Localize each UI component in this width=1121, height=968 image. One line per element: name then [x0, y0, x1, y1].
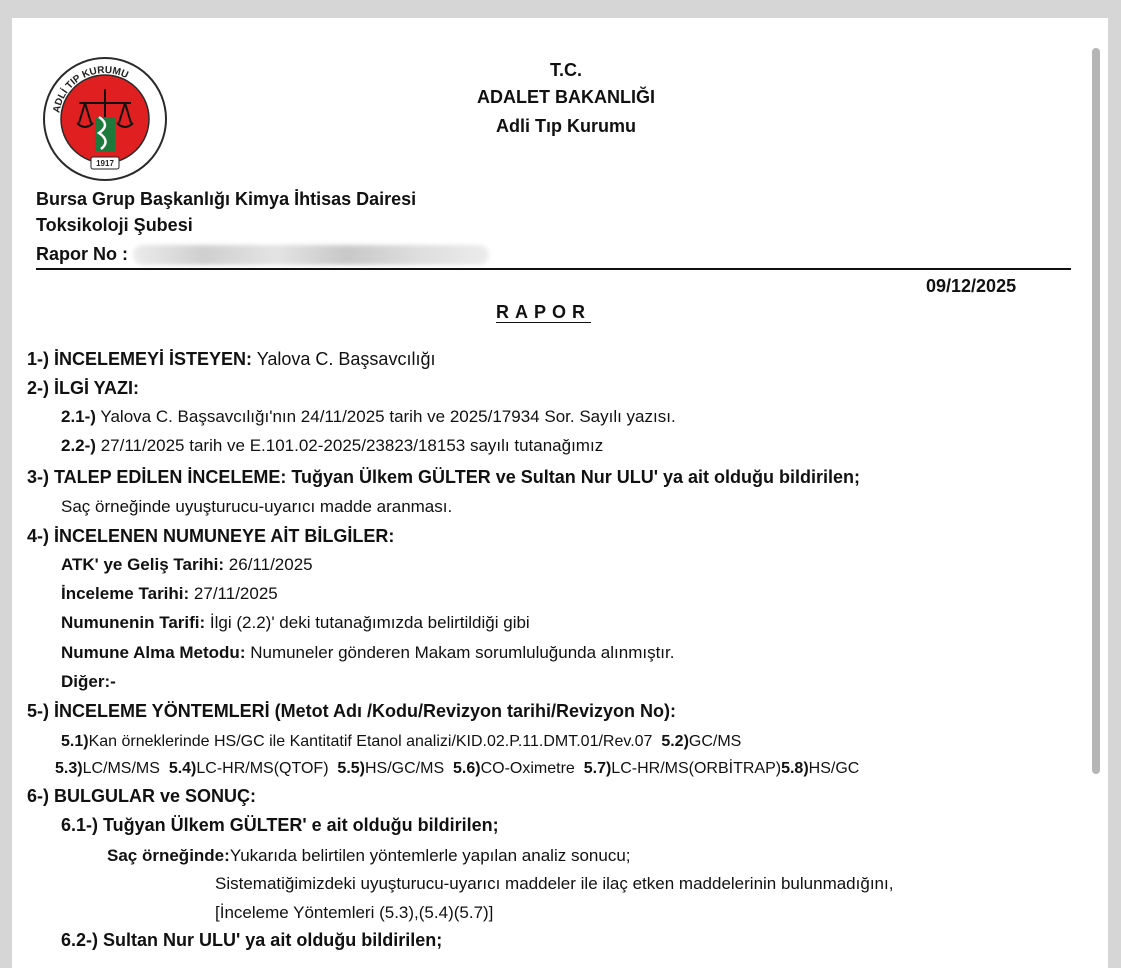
item-2-1-number: 2.1-): [61, 407, 96, 426]
header-divider: [36, 268, 1071, 270]
section-2-label: 2-) İLGİ YAZI:: [27, 378, 140, 398]
header-ministry: ADALET BAKANLIĞI: [477, 87, 655, 107]
item-2-1-text: Yalova C. Başsavcılığı'nın 24/11/2025 tarih ve 2025/17934 Sor. Sayılı yazısı.: [95, 407, 676, 426]
scrollbar[interactable]: [1092, 48, 1100, 774]
exam-date-value: 27/11/2025: [189, 584, 278, 603]
finding-6-1-result: Sistematiğimizdeki uyuşturucu-uyarıcı maddeler ile ilaç etken maddelerinin bulunmadığını,: [215, 874, 894, 893]
arrival-date-row: [61, 555, 313, 575]
method-5-5-text: HS/GC/MS: [365, 760, 445, 777]
method-5-6-number: 5.6): [453, 760, 481, 777]
sample-description-label: Numunenin Tarifi:: [61, 613, 206, 632]
arrival-date-value: 26/11/2025: [224, 555, 313, 574]
seal-year: 1917: [96, 159, 114, 168]
hair-sample-label: Saç örneğinde:: [107, 846, 230, 865]
section-4-label: 4-) İNCELENEN NUMUNEYE AİT BİLGİLER:: [27, 526, 395, 546]
report-no-redacted: [133, 245, 489, 265]
other-row: Diğer:-: [61, 672, 116, 691]
section-3-label: 3-) TALEP EDİLEN İNCELEME: Tuğyan Ülkem GÜLTER ve Sultan Nur ULU' ya ait olduğu bildirilen;: [27, 467, 861, 487]
method-5-5-number: 5.5): [337, 760, 365, 777]
adli-tip-kurumu-seal: [41, 57, 169, 181]
method-5-2-number: 5.2): [661, 733, 689, 750]
arrival-date-label: ATK' ye Geliş Tarihi:: [61, 555, 225, 574]
hair-sample-row: [107, 846, 631, 866]
sample-description-value: İlgi (2.2)' deki tutanağımızda belirtildiği gibi: [205, 613, 530, 632]
method-5-4-text: LC-HR/MS(QTOF): [196, 760, 329, 777]
method-5-3-text: LC/MS/MS: [82, 760, 160, 777]
finding-6-1-label: 6.1-) Tuğyan Ülkem GÜLTER' e ait olduğu bildirilen;: [61, 815, 499, 835]
exam-date-label: İnceleme Tarihi:: [61, 584, 190, 603]
office-branch: Toksikoloji Şubesi: [36, 215, 193, 235]
hair-sample-text: Yukarıda belirtilen yöntemlerle yapılan analiz sonucu;: [229, 846, 631, 865]
exam-date-row: [61, 584, 278, 604]
section-2-item-2: [61, 436, 603, 456]
report-no-label: Rapor No :: [36, 244, 128, 264]
item-2-2-text: 27/11/2025 tarih ve E.101.02-2025/23823/18153 sayılı tutanağımız: [95, 436, 604, 455]
method-5-1-text: Kan örneklerinde HS/GC ile Kantitatif Etanol analizi/KID.02.P.11.DMT.01/Rev.07: [88, 733, 653, 750]
sampling-method-value: Numuneler gönderen Makam sorumluluğunda alınmıştır.: [245, 643, 675, 662]
method-5-1-number: 5.1): [61, 733, 89, 750]
report-no-row: [36, 244, 489, 265]
method-5-4-number: 5.4): [168, 760, 197, 777]
report-date: 09/12/2025: [926, 276, 1017, 296]
office-department: Bursa Grup Başkanlığı Kimya İhtisas Dairesi: [36, 189, 417, 209]
section-2-item-1: [61, 407, 676, 427]
method-5-7-text: LC-HR/MS(ORBİTRAP): [611, 760, 782, 777]
section-1: [27, 349, 435, 370]
section-1-label: 1-) İNCELEMEYİ İSTEYEN:: [27, 349, 253, 369]
methods-line-2: [55, 760, 859, 778]
method-5-6-text: CO-Oximetre: [480, 760, 575, 777]
finding-6-2-label: 6.2-) Sultan Nur ULU' ya ait olduğu bildirilen;: [61, 930, 443, 950]
section-5-label: 5-) İNCELEME YÖNTEMLERİ (Metot Adı /Kodu/Revizyon tarihi/Revizyon No):: [27, 701, 677, 721]
sampling-method-row: [61, 643, 674, 663]
method-5-8-text: HS/GC: [808, 760, 860, 777]
methods-line-1: [61, 733, 741, 751]
header-tc: T.C.: [549, 60, 582, 80]
sampling-method-label: Numune Alma Metodu:: [61, 643, 246, 662]
header-institute: Adli Tıp Kurumu: [496, 116, 636, 136]
item-2-2-number: 2.2-): [61, 436, 96, 455]
section-6-label: 6-) BULGULAR ve SONUÇ:: [27, 786, 257, 806]
finding-6-1-methods: [İnceleme Yöntemleri (5.3),(5.4)(5.7)]: [215, 903, 494, 922]
sample-description-row: [61, 613, 530, 633]
method-5-8-number: 5.8): [781, 760, 809, 777]
svg-text:ADLİ TIP KURUMU: ADLİ TIP KURUMU: [51, 64, 130, 114]
method-5-2-text: GC/MS: [688, 733, 742, 750]
section-3-text: Saç örneğinde uyuşturucu-uyarıcı madde aranması.: [61, 497, 453, 516]
report-title: RAPOR: [496, 302, 592, 322]
section-1-value: Yalova C. Başsavcılığı: [252, 349, 436, 369]
method-5-7-number: 5.7): [583, 760, 612, 777]
method-5-3-number: 5.3): [55, 760, 83, 777]
